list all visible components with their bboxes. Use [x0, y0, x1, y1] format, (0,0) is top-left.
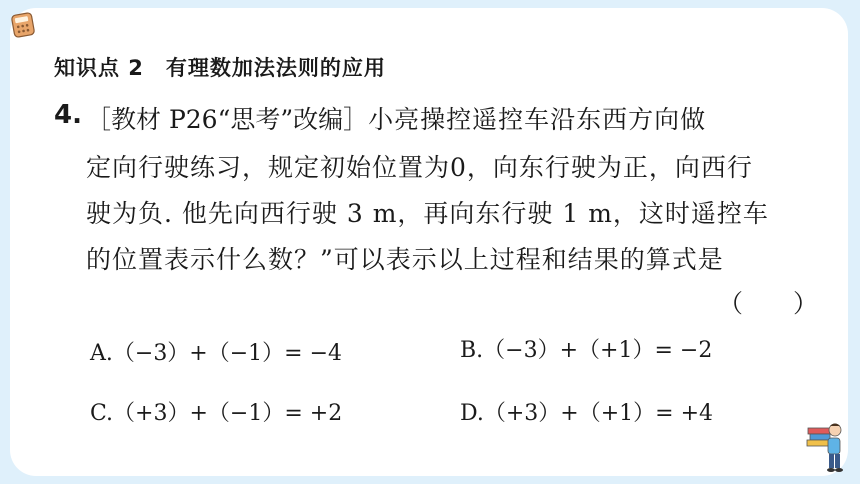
option-b[interactable]: B.（−3）+（+1）= −2	[460, 338, 713, 363]
answer-bracket[interactable]: （ ）	[718, 289, 819, 318]
question-number: 4.	[54, 100, 82, 130]
question-line-1-text: 小亮操控遥控车沿东西方向做	[368, 105, 707, 134]
question-line-1	[86, 100, 706, 136]
child-carrying-books-icon	[802, 420, 848, 476]
question-line-3: 驶为负. 他先向西行驶 3 m，再向东行驶 1 m，这时遥控车	[86, 199, 769, 228]
question-line-2: 定向行驶练习，规定初始位置为0，向东行驶为正，向西行	[86, 153, 753, 182]
section-title: 知识点 2 有理数加法法则的应用	[54, 56, 386, 80]
option-d[interactable]: D.（+3）+（+1）= +4	[460, 401, 714, 426]
option-c[interactable]: C.（+3）+（−1）= +2	[90, 401, 343, 426]
source-tag: ［教材 P26“思考”改编］	[86, 105, 369, 134]
question-line-4: 的位置表示什么数？”可以表示以上过程和结果的算式是	[86, 245, 724, 274]
calculator-icon	[10, 12, 36, 38]
option-a[interactable]: A.（−3）+（−1）= −4	[90, 341, 343, 366]
